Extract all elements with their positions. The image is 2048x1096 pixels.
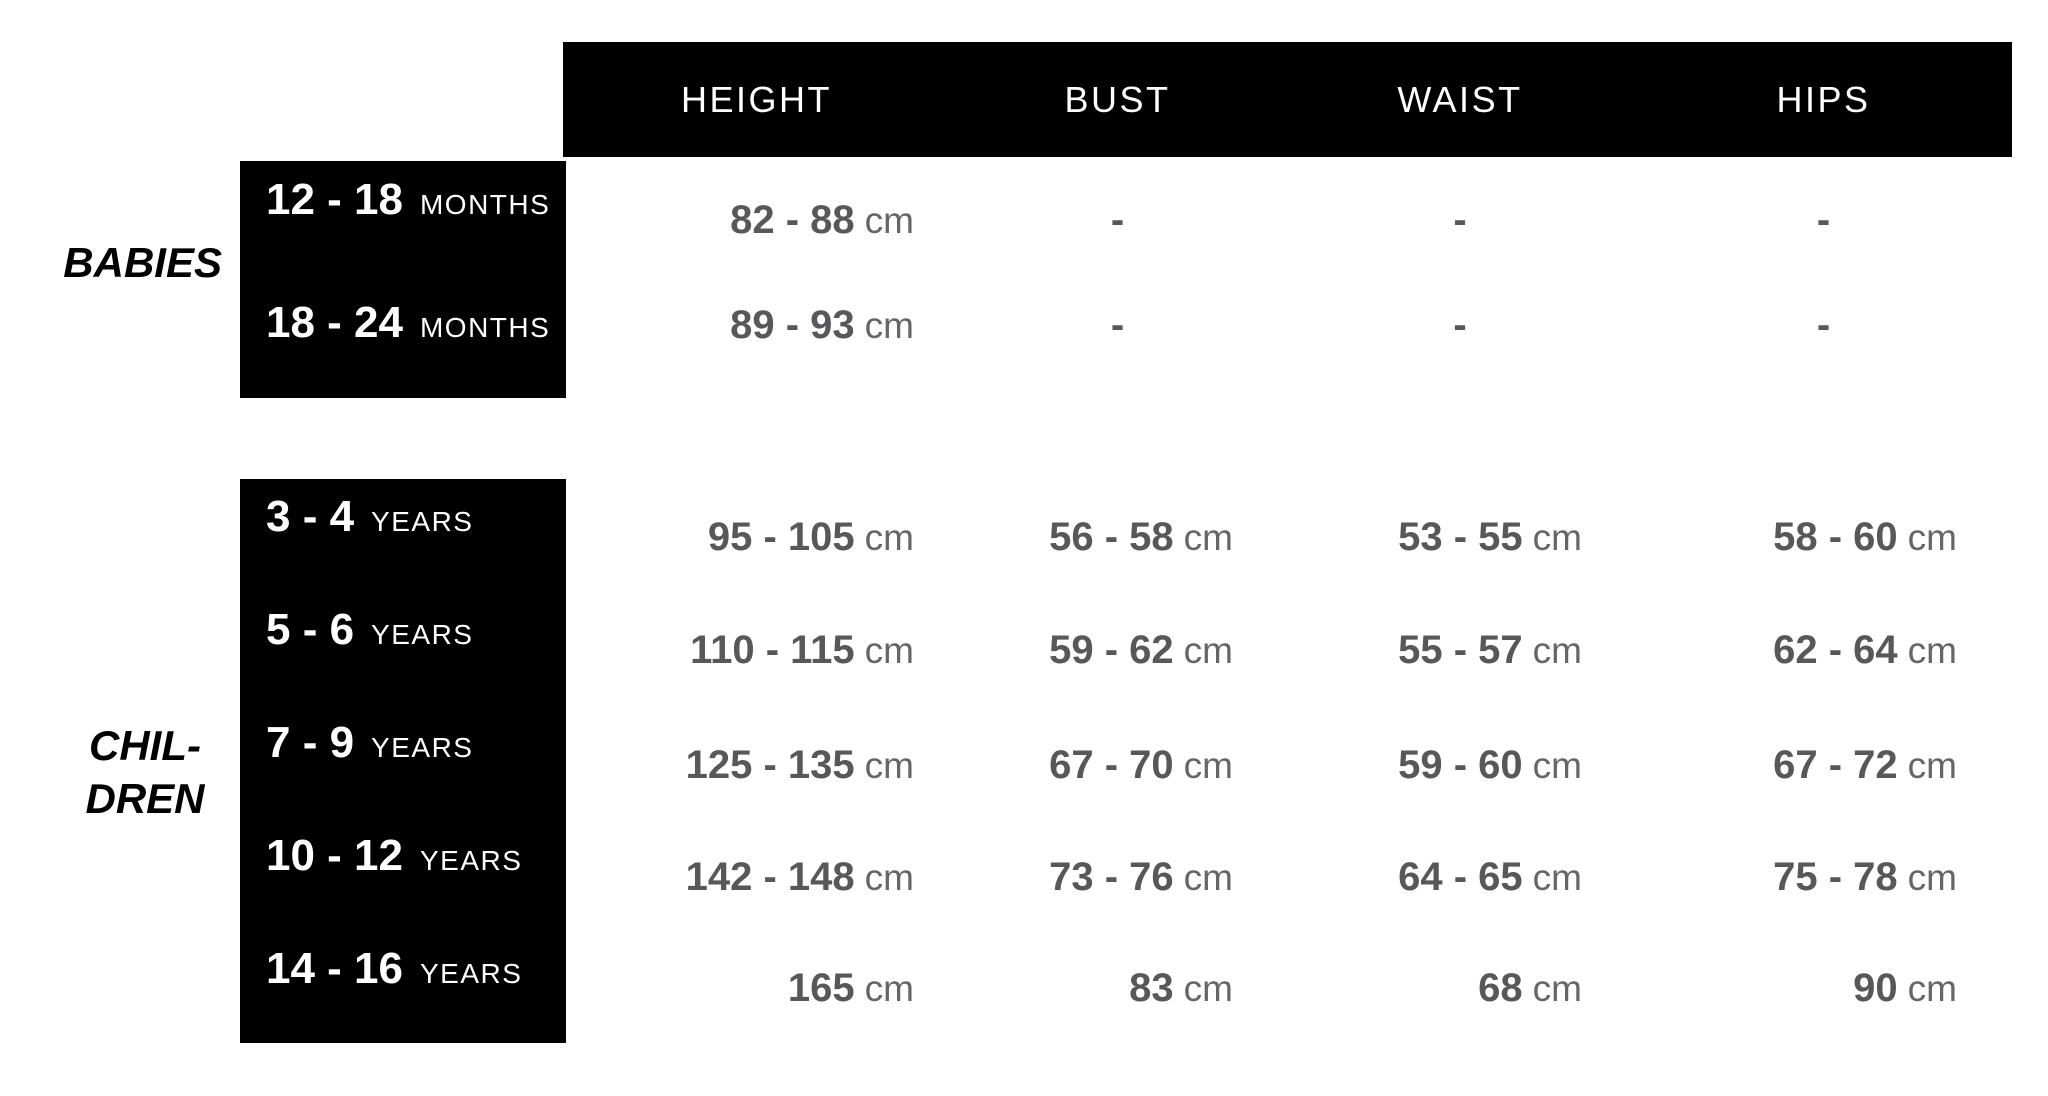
babies-age-box [240,161,566,398]
waist-value: 68 [1478,965,1523,1010]
hips-unit: cm [1907,967,1957,1009]
age-row-3-4-years [266,489,473,545]
bust-cell [950,743,1285,788]
age-unit: YEARS [371,619,474,650]
height-value: 89 - 93 [730,302,855,347]
waist-unit: cm [1532,744,1582,786]
waist-cell [1285,628,1635,673]
height-cell [563,855,950,900]
empty-value-dash: - [1816,302,1831,347]
age-range: 7 - 9 [266,718,355,767]
height-unit: cm [864,199,914,241]
hips-value: 58 - 60 [1773,514,1898,559]
height-cell [563,303,950,348]
table-row-children-5-6 [563,620,2012,680]
bust-value: 83 [1129,965,1174,1010]
hips-cell [1635,198,2012,243]
age-unit: YEARS [371,506,474,537]
waist-cell [1285,855,1635,900]
height-unit: cm [864,744,914,786]
table-row-children-7-9 [563,735,2012,795]
column-header-height: HEIGHT [680,78,832,120]
waist-value: 59 - 60 [1398,742,1523,787]
hips-cell [1635,628,2012,673]
bust-unit: cm [1183,967,1233,1009]
age-row-5-6-years [266,602,473,658]
height-unit: cm [864,629,914,671]
height-cell [563,515,950,560]
height-cell [563,198,950,243]
age-unit: YEARS [419,958,523,989]
bust-value: 73 - 76 [1049,854,1174,899]
height-value: 82 - 88 [730,197,855,242]
age-row-12-18-months [266,172,550,228]
group-label-babies: BABIES [63,239,222,286]
empty-value-dash: - [1453,302,1467,347]
waist-cell [1285,966,1635,1011]
hips-cell [1635,303,2012,348]
hips-cell [1635,855,2012,900]
waist-unit: cm [1532,967,1582,1009]
empty-value-dash: - [1110,302,1125,347]
bust-unit: cm [1183,856,1233,898]
table-row-children-10-12 [563,847,2012,907]
column-header-bust: BUST [1064,78,1171,120]
group-label-children [40,719,250,825]
group-label-children-line2: DREN [85,775,205,822]
age-unit: YEARS [371,732,474,763]
empty-value-dash: - [1816,197,1831,242]
age-unit: MONTHS [419,189,551,220]
waist-value: 55 - 57 [1398,627,1523,672]
height-unit: cm [864,967,914,1009]
column-header-hips: HIPS [1776,78,1871,120]
hips-cell [1635,966,2012,1011]
bust-cell [950,855,1285,900]
age-row-18-24-months [266,295,550,351]
table-row-children-3-4 [563,507,2012,567]
waist-cell [1285,303,1635,348]
hips-cell [1635,515,2012,560]
bust-unit: cm [1183,744,1233,786]
height-value: 165 [787,965,855,1010]
table-row-babies-12-18 [563,190,2012,250]
bust-value: 67 - 70 [1049,742,1174,787]
height-value: 142 - 148 [685,854,855,899]
bust-cell [950,966,1285,1011]
height-unit: cm [864,856,914,898]
bust-cell [950,303,1285,348]
height-value: 110 - 115 [690,627,855,672]
age-unit: YEARS [419,845,523,876]
waist-cell [1285,743,1635,788]
height-value: 95 - 105 [707,514,855,559]
age-row-14-16-years [266,941,522,997]
waist-cell [1285,515,1635,560]
waist-value: 53 - 55 [1398,514,1523,559]
hips-value: 67 - 72 [1773,742,1898,787]
waist-unit: cm [1532,516,1582,558]
age-unit: MONTHS [419,312,551,343]
bust-cell [950,515,1285,560]
waist-cell [1285,198,1635,243]
waist-unit: cm [1532,629,1582,671]
age-range: 14 - 16 [266,944,403,993]
hips-cell [1635,743,2012,788]
waist-value: 64 - 65 [1398,854,1523,899]
bust-unit: cm [1183,516,1233,558]
hips-value: 62 - 64 [1773,627,1898,672]
hips-unit: cm [1907,744,1957,786]
age-range: 3 - 4 [266,492,355,541]
age-range: 12 - 18 [266,175,403,224]
table-row-children-14-16 [563,958,2012,1018]
empty-value-dash: - [1453,197,1467,242]
height-cell [563,966,950,1011]
age-row-10-12-years [266,828,522,884]
age-range: 18 - 24 [266,298,403,347]
height-cell [563,743,950,788]
bust-cell [950,628,1285,673]
height-cell [563,628,950,673]
column-header-waist: WAIST [1397,78,1523,120]
height-unit: cm [864,304,914,346]
height-value: 125 - 135 [685,742,855,787]
bust-cell [950,198,1285,243]
hips-value: 90 [1853,965,1898,1010]
hips-unit: cm [1907,516,1957,558]
hips-value: 75 - 78 [1773,854,1898,899]
age-range: 10 - 12 [266,831,403,880]
hips-unit: cm [1907,629,1957,671]
height-unit: cm [864,516,914,558]
group-label-children-line1: CHIL- [89,722,201,769]
empty-value-dash: - [1110,197,1125,242]
bust-unit: cm [1183,629,1233,671]
children-age-box [240,479,566,1043]
age-range: 5 - 6 [266,605,355,654]
table-header-bar [563,42,2012,157]
hips-unit: cm [1907,856,1957,898]
age-row-7-9-years [266,715,473,771]
bust-value: 56 - 58 [1049,514,1174,559]
waist-unit: cm [1532,856,1582,898]
bust-value: 59 - 62 [1049,627,1174,672]
table-row-babies-18-24 [563,295,2012,355]
